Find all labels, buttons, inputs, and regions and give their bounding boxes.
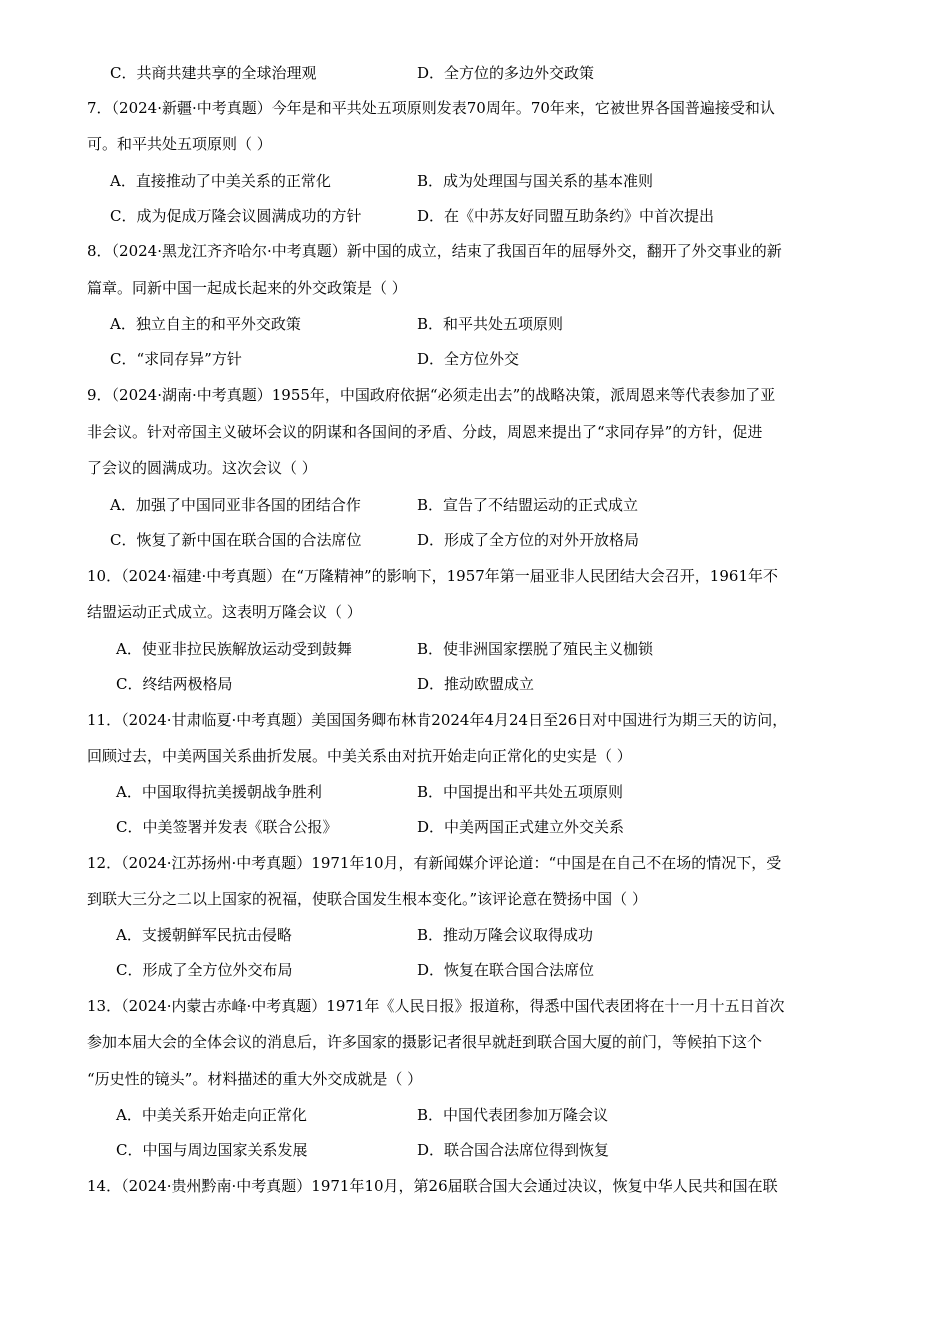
q8-option-b[interactable]: B．和平共处五项原则 xyxy=(417,315,564,333)
q8-option-a[interactable]: A．独立自主的和平外交政策 xyxy=(110,315,301,333)
q13-option-d[interactable]: D．联合国合法席位得到恢复 xyxy=(417,1141,610,1159)
q10-stem-line-1: 10．（2024·福建·中考真题）在“万隆精神”的影响下，1957年第一届亚非人民团结大会召开，1961年不 xyxy=(87,567,778,585)
q12-option-d[interactable]: D．恢复在联合国合法席位 xyxy=(417,961,595,979)
q12-option-a[interactable]: A．支援朝鲜军民抗击侵略 xyxy=(116,926,292,944)
q9-option-b[interactable]: B．宣告了不结盟运动的正式成立 xyxy=(417,496,639,514)
q11-option-b[interactable]: B．中国提出和平共处五项原则 xyxy=(417,783,624,801)
q10-stem-line-2: 结盟运动正式成立。这表明万隆会议（ ） xyxy=(87,603,362,621)
q11-option-c[interactable]: C．中美签署并发表《联合公报》 xyxy=(116,818,338,836)
q9-stem-line-1: 9．（2024·湖南·中考真题）1955年，中国政府依据“必须走出去”的战略决策，派周恩来等代表参加了亚 xyxy=(87,386,776,404)
q13-stem-line-2: 参加本届大会的全体会议的消息后，许多国家的摄影记者很早就赶到联合国大厦的前门，等候拍下这个 xyxy=(87,1033,763,1051)
q12-option-c[interactable]: C．形成了全方位外交布局 xyxy=(116,961,293,979)
q10-option-a[interactable]: A．使亚非拉民族解放运动受到鼓舞 xyxy=(116,640,352,658)
q7-stem-line-1: 7．（2024·新疆·中考真题）今年是和平共处五项原则发表70周年。70年来，它被世界各国普遍接受和认 xyxy=(87,99,775,117)
q7-option-d[interactable]: D．在《中苏友好同盟互助条约》中首次提出 xyxy=(417,207,715,225)
q12-stem-line-2: 到联大三分之二以上国家的祝福，使联合国发生根本变化。”该评论意在赞扬中国（ ） xyxy=(87,890,647,908)
q9-option-a[interactable]: A．加强了中国同亚非各国的团结合作 xyxy=(110,496,361,514)
q10-option-b[interactable]: B．使非洲国家摆脱了殖民主义枷锁 xyxy=(417,640,654,658)
q11-option-d[interactable]: D．中美两国正式建立外交关系 xyxy=(417,818,625,836)
q11-stem-line-1: 11．（2024·甘肃临夏·中考真题）美国国务卿布林肯2024年4月24日至26日对中国进行为期三天的访问， xyxy=(87,711,788,729)
q8-option-d[interactable]: D．全方位外交 xyxy=(417,350,520,368)
q7-option-a[interactable]: A．直接推动了中美关系的正常化 xyxy=(110,172,331,190)
q13-option-a[interactable]: A．中美关系开始走向正常化 xyxy=(116,1106,307,1124)
q13-option-b[interactable]: B．中国代表团参加万隆会议 xyxy=(417,1106,609,1124)
q9-stem-line-2: 非会议。针对帝国主义破坏会议的阴谋和各国间的矛盾、分歧，周恩来提出了“求同存异”的方针，促进 xyxy=(87,423,763,441)
q13-stem-line-3: “历史性的镜头”。材料描述的重大外交成就是（ ） xyxy=(87,1070,423,1088)
q12-option-b[interactable]: B．推动万隆会议取得成功 xyxy=(417,926,594,944)
q7-stem-line-2: 可。和平共处五项原则（ ） xyxy=(87,135,272,153)
q8-stem-line-2: 篇章。同新中国一起成长起来的外交政策是（ ） xyxy=(87,279,407,297)
q8-stem-line-1: 8．（2024·黑龙江齐齐哈尔·中考真题）新中国的成立，结束了我国百年的屈辱外交，翻开了外交事业的新 xyxy=(87,242,782,260)
q7-option-b[interactable]: B．成为处理国与国关系的基本准则 xyxy=(417,172,654,190)
q9-stem-line-3: 了会议的圆满成功。这次会议（ ） xyxy=(87,459,317,477)
q14-stem-line-1: 14．（2024·贵州黔南·中考真题）1971年10月，第26届联合国大会通过决议，恢复中华人民共和国在联 xyxy=(87,1177,778,1195)
q6-option-d[interactable]: D．全方位的多边外交政策 xyxy=(417,64,595,82)
q12-stem-line-1: 12．（2024·江苏扬州·中考真题）1971年10月，有新闻媒介评论道：“中国是在自己不在场的情况下，受 xyxy=(87,854,782,872)
q10-option-c[interactable]: C．终结两极格局 xyxy=(116,675,233,693)
q9-option-d[interactable]: D．形成了全方位的对外开放格局 xyxy=(417,531,640,549)
q13-option-c[interactable]: C．中国与周边国家关系发展 xyxy=(116,1141,308,1159)
q8-option-c[interactable]: C．“求同存异”方针 xyxy=(110,350,242,368)
q10-option-d[interactable]: D．推动欧盟成立 xyxy=(417,675,535,693)
q11-stem-line-2: 回顾过去，中美两国关系曲折发展。中美关系由对抗开始走向正常化的史实是（ ） xyxy=(87,747,632,765)
q6-option-c[interactable]: C．共商共建共享的全球治理观 xyxy=(110,64,317,82)
q11-option-a[interactable]: A．中国取得抗美援朝战争胜利 xyxy=(116,783,322,801)
q7-option-c[interactable]: C．成为促成万隆会议圆满成功的方针 xyxy=(110,207,362,225)
q13-stem-line-1: 13．（2024·内蒙古赤峰·中考真题）1971年《人民日报》报道称，得悉中国代表团将在十一月十五日首次 xyxy=(87,997,785,1015)
q9-option-c[interactable]: C．恢复了新中国在联合国的合法席位 xyxy=(110,531,362,549)
